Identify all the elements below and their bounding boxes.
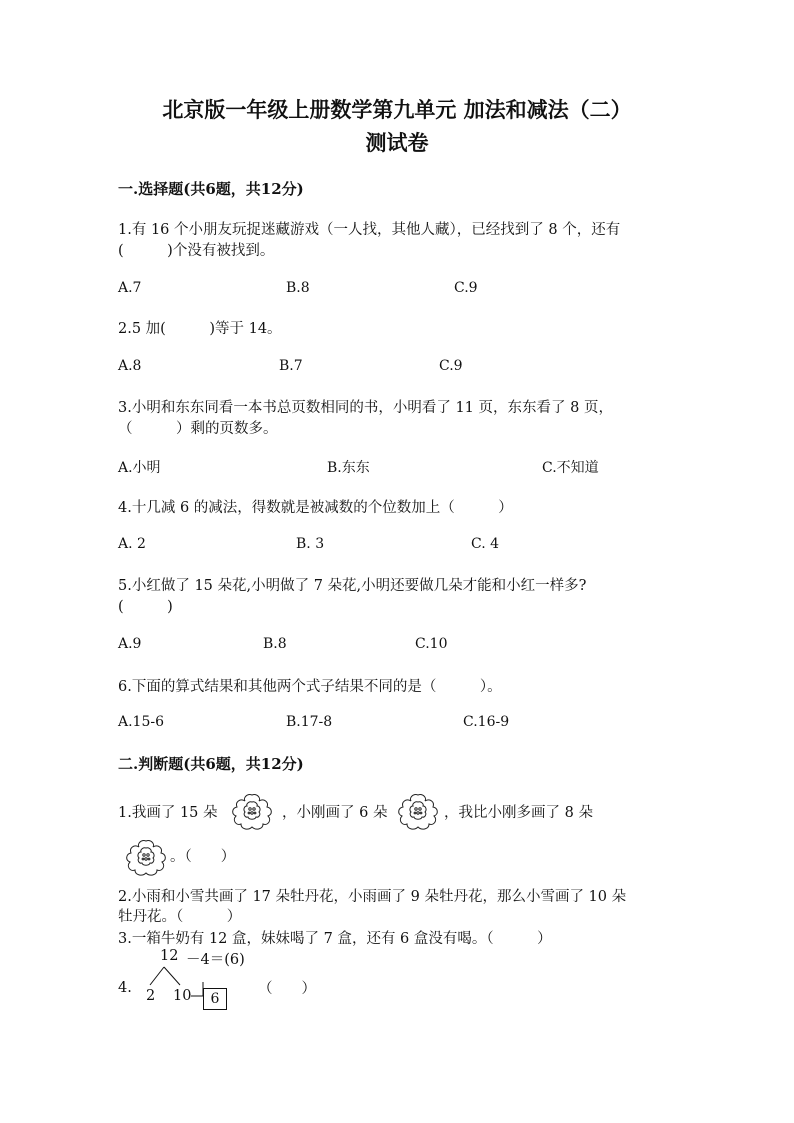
question-4-option-c: C. 4 xyxy=(471,536,500,552)
judge-4-number-10: 10 xyxy=(173,988,192,1004)
judge-4-number: 4. xyxy=(118,980,132,996)
judge-3-line1: 3.一箱牛奶有 12 盒，妹妹喝了 7 盒，还有 6 盒没有喝。（ ） xyxy=(118,931,552,947)
question-3-option-b: B.东东 xyxy=(327,460,370,476)
question-1-option-a: A.7 xyxy=(118,280,142,296)
judge-1-part3: ，我比小刚多画了 8 朵 xyxy=(444,805,593,821)
flower-icon xyxy=(230,792,274,832)
question-4-option-a: A. 2 xyxy=(118,536,146,552)
question-1-option-b: B.8 xyxy=(286,280,310,296)
question-3-line2: （ ）剩的页数多。 xyxy=(118,421,278,437)
question-3-option-a: A.小明 xyxy=(118,460,161,476)
question-6-option-b: B.17-8 xyxy=(286,714,333,730)
question-5-option-b: B.8 xyxy=(263,636,287,652)
question-5-line1: 5.小红做了 15 朵花,小明做了 7 朵花,小明还要做几朵才能和小红一样多? xyxy=(118,578,587,594)
question-5-option-a: A.9 xyxy=(118,636,142,652)
judge-4-number-12: 12 xyxy=(160,948,179,964)
judge-2-line2: 牡丹花。（ ） xyxy=(118,909,242,925)
question-5-line2: ( ) xyxy=(118,599,173,615)
page-subtitle: 测试卷 xyxy=(365,130,429,155)
judge-4-paren: （ ） xyxy=(258,981,316,997)
question-6-option-c: C.16-9 xyxy=(463,714,510,730)
question-1-line1: 1.有 16 个小朋友玩捉迷藏游戏（一人找，其他人藏），已经找到了 8 个，还有 xyxy=(118,222,621,238)
page-title: 北京版一年级上册数学第九单元 加法和减法（二） xyxy=(162,97,632,122)
question-2-option-b: B.7 xyxy=(279,358,303,374)
judge-4-equation: －4＝(6) xyxy=(186,952,245,968)
question-4-option-b: B. 3 xyxy=(296,536,325,552)
judge-4-box: 6 xyxy=(203,988,227,1010)
question-1-option-c: C.9 xyxy=(454,280,478,296)
question-3-option-c: C.不知道 xyxy=(542,460,599,476)
judge-2-line1: 2.小雨和小雪共画了 17 朵牡丹花，小雨画了 9 朵牡丹花，那么小雪画了 10 朵 xyxy=(118,889,627,905)
judge-1-part2: ，小刚画了 6 朵 xyxy=(282,805,388,821)
section-heading-judge: 二.判断题(共6题，共12分) xyxy=(118,755,304,773)
question-5-option-c: C.10 xyxy=(415,636,448,652)
question-2-option-a: A.8 xyxy=(118,358,142,374)
section-heading-choice: 一.选择题(共6题，共12分) xyxy=(118,180,304,198)
judge-1-part4: 。（ ） xyxy=(170,849,236,865)
question-6-line1: 6.下面的算式结果和其他两个式子结果不同的是（ ）。 xyxy=(118,679,502,695)
judge-4-number-2: 2 xyxy=(146,988,156,1004)
flower-icon xyxy=(396,792,440,832)
flower-icon xyxy=(124,838,168,878)
judge-1-part1: 1.我画了 15 朵 xyxy=(118,805,218,821)
question-2-option-c: C.9 xyxy=(439,358,463,374)
question-4-line1: 4.十几减 6 的减法，得数就是被减数的个位数加上（ ） xyxy=(118,500,513,516)
question-1-line2: ( )个没有被找到。 xyxy=(118,243,275,259)
question-3-line1: 3.小明和东东同看一本书总页数相同的书，小明看了 11 页，东东看了 8 页， xyxy=(118,400,613,416)
question-2-line1: 2.5 加( )等于 14。 xyxy=(118,321,282,337)
question-6-option-a: A.15-6 xyxy=(118,714,165,730)
